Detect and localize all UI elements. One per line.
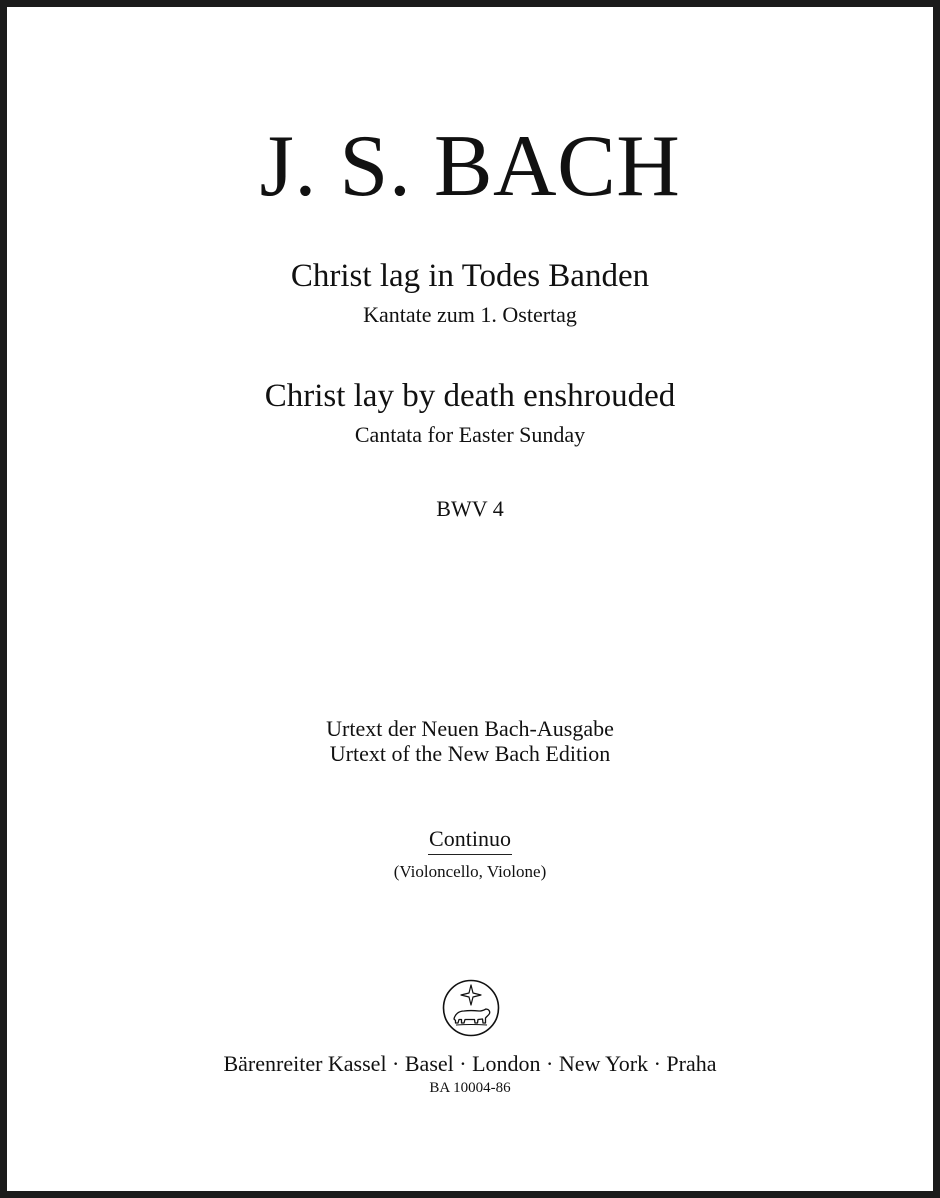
- edition-note-english: Urtext of the New Bach Edition: [329, 741, 611, 766]
- part-instruments: (Violoncello, Violone): [393, 862, 547, 881]
- composer-name: J. S. BACH: [259, 118, 681, 215]
- work-title-german: Christ lag in Todes Banden: [290, 258, 650, 294]
- edition-note-german: Urtext der Neuen Bach-Ausgabe: [326, 716, 614, 741]
- score-cover-page: [7, 7, 933, 1191]
- publisher-locations: Bärenreiter Kassel · Basel · London · New York · Praha: [223, 1051, 717, 1076]
- work-title-english: Christ lay by death enshrouded: [264, 378, 676, 414]
- bwv-catalog-number: BWV 4: [436, 496, 504, 521]
- part-heading: [7, 825, 933, 855]
- part-name: Continuo: [428, 825, 512, 855]
- baerenreiter-logo-icon: [441, 978, 501, 1038]
- work-subtitle-german: Kantate zum 1. Ostertag: [363, 302, 577, 327]
- work-subtitle-english: Cantata for Easter Sunday: [354, 422, 586, 447]
- publisher-order-number: BA 10004-86: [429, 1080, 511, 1096]
